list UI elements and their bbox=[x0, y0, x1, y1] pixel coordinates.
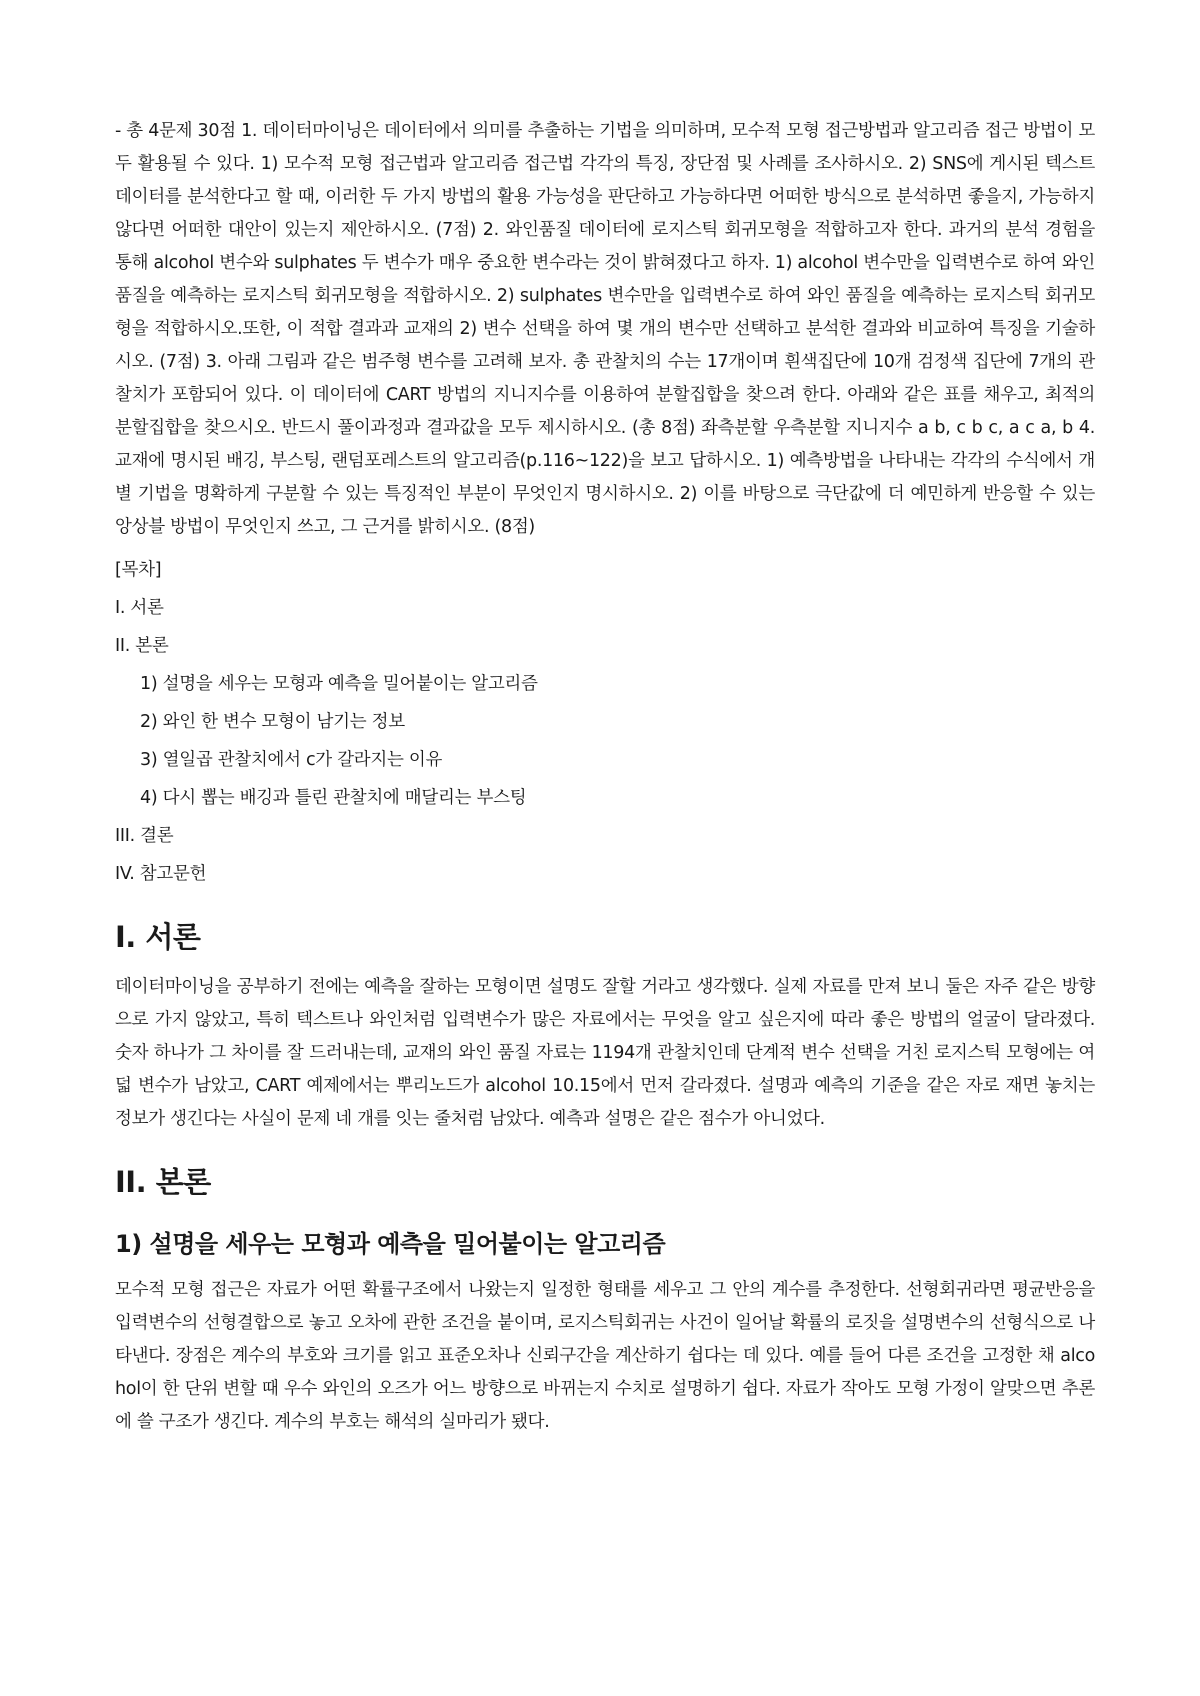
toc-subitem-2: 2) 와인 한 변수 모형이 남기는 정보 bbox=[140, 712, 405, 732]
document-page bbox=[115, 115, 1095, 1449]
section-heading-body: II. 본론 bbox=[115, 1165, 211, 1199]
toc-item-references: IV. 참고문헌 bbox=[115, 864, 207, 884]
subsection-heading-1: 1) 설명을 세우는 모형과 예측을 밀어붙이는 알고리즘 bbox=[115, 1230, 666, 1258]
toc-subitem-1: 1) 설명을 세우는 모형과 예측을 밀어붙이는 알고리즘 bbox=[140, 674, 538, 694]
subsection-1-paragraph: 모수적 모형 접근은 자료가 어떤 확률구조에서 나왔는지 일정한 형태를 세우고 그 안의 계수를 추정한다. 선형회귀라면 평균반응을 입력변수의 선형결합으로 놓고 오차에 관한 조건을 붙이며, 로지스틱회귀는 사건이 일어날 확률의 로짓을 설명변수의 선형식으로 나타낸다. 장점은 계수의 부호와 크기를 읽고 표준오차나 신뢰구간을 계산하기 쉽다는 데 있다. 예를 들어 다른 조건을 고정한 채 alcohol이 한 단위 변할 때 우수 와인의 오즈가 어느 방향으로 바뀌는지 수치로 설명하기 쉽다. 자료가 작아도 모형 가정이 알맞으면 추론에 쓸 구조가 생긴다. 계수의 부호는 해석의 실마리가 됐다. bbox=[115, 1280, 1095, 1432]
toc-item-conclusion: III. 결론 bbox=[115, 826, 174, 846]
toc-item-body: II. 본론 bbox=[115, 636, 169, 656]
introduction-paragraph: 데이터마이닝을 공부하기 전에는 예측을 잘하는 모형이면 설명도 잘할 거라고 생각했다. 실제 자료를 만져 보니 둘은 자주 같은 방향으로 가지 않았고, 특히 텍스트나 와인처럼 입력변수가 많은 자료에서는 무엇을 알고 싶은지에 따라 좋은 방법의 얼굴이 달라졌다. 숫자 하나가 그 차이를 잘 드러내는데, 교재의 와인 품질 자료는 1194개 관찰치인데 단계적 변수 선택을 거친 로지스틱 모형에는 여덟 변수가 남았고, CART 예제에서는 뿌리노드가 alcohol 10.15에서 먼저 갈라졌다. 설명과 예측의 기준을 같은 자로 재면 놓치는 정보가 생긴다는 사실이 문제 네 개를 잇는 줄처럼 남았다. 예측과 설명은 같은 점수가 아니었다. bbox=[115, 977, 1095, 1129]
toc-item-introduction: I. 서론 bbox=[115, 598, 164, 618]
toc-subitem-4: 4) 다시 뽑는 배깅과 틀린 관찰치에 매달리는 부스팅 bbox=[140, 788, 527, 808]
table-of-contents bbox=[115, 554, 1095, 891]
section-heading-introduction: I. 서론 bbox=[115, 920, 201, 954]
toc-heading: [목차] bbox=[115, 560, 162, 580]
toc-subitem-3: 3) 열일곱 관찰치에서 c가 갈라지는 이유 bbox=[140, 750, 443, 770]
assignment-prompt: - 총 4문제 30점 1. 데이터마이닝은 데이터에서 의미를 추출하는 기법을 의미하며, 모수적 모형 접근방법과 알고리즘 접근 방법이 모두 활용될 수 있다. 1) 모수적 모형 접근법과 알고리즘 접근법 각각의 특징, 장단점 및 사례를 조사하시오. 2) SNS에 게시된 텍스트 데이터를 분석한다고 할 때, 이러한 두 가지 방법의 활용 가능성을 판단하고 가능하다면 어떠한 방식으로 분석하면 좋을지, 가능하지 않다면 어떠한 대안이 있는지 제안하시오. (7점) 2. 와인품질 데이터에 로지스틱 회귀모형을 적합하고자 한다. 과거의 분석 경험을 통해 alcohol 변수와 sulphates 두 변수가 매우 중요한 변수라는 것이 밝혀졌다고 하자. 1) alcohol 변수만을 입력변수로 하여 와인 품질을 예측하는 로지스틱 회귀모형을 적합하시오. 2) sulphates 변수만을 입력변수로 하여 와인 품질을 예측하는 로지스틱 회귀모형을 적합하시오.또한, 이 적합 결과과 교재의 2) 변수 선택을 하여 몇 개의 변수만 선택하고 분석한 결과와 비교하여 특징을 기술하시오. (7점) 3. 아래 그림과 같은 범주형 변수를 고려해 보자. 총 관찰치의 수는 17개이며 흰색집단에 10개 검정색 집단에 7개의 관찰치가 포함되어 있다. 이 데이터에 CART 방법의 지니지수를 이용하여 분할집합을 찾으려 한다. 아래와 같은 표를 채우고, 최적의 분할집합을 찾으시오. 반드시 풀이과정과 결과값을 모두 제시하시오. (총 8점) 좌측분할 우측분할 지니지수 a b, c b c, a c a, b 4. 교재에 명시된 배깅, 부스팅, 랜덤포레스트의 알고리즘(p.116~122)을 보고 답하시오. 1) 예측방법을 나타내는 각각의 수식에서 개별 기법을 명확하게 구분할 수 있는 특징적인 부분이 무엇인지 명시하시오. 2) 이를 바탕으로 극단값에 더 예민하게 반응할 수 있는 앙상블 방법이 무엇인지 쓰고, 그 근거를 밝히시오. (8점) bbox=[115, 121, 1095, 537]
